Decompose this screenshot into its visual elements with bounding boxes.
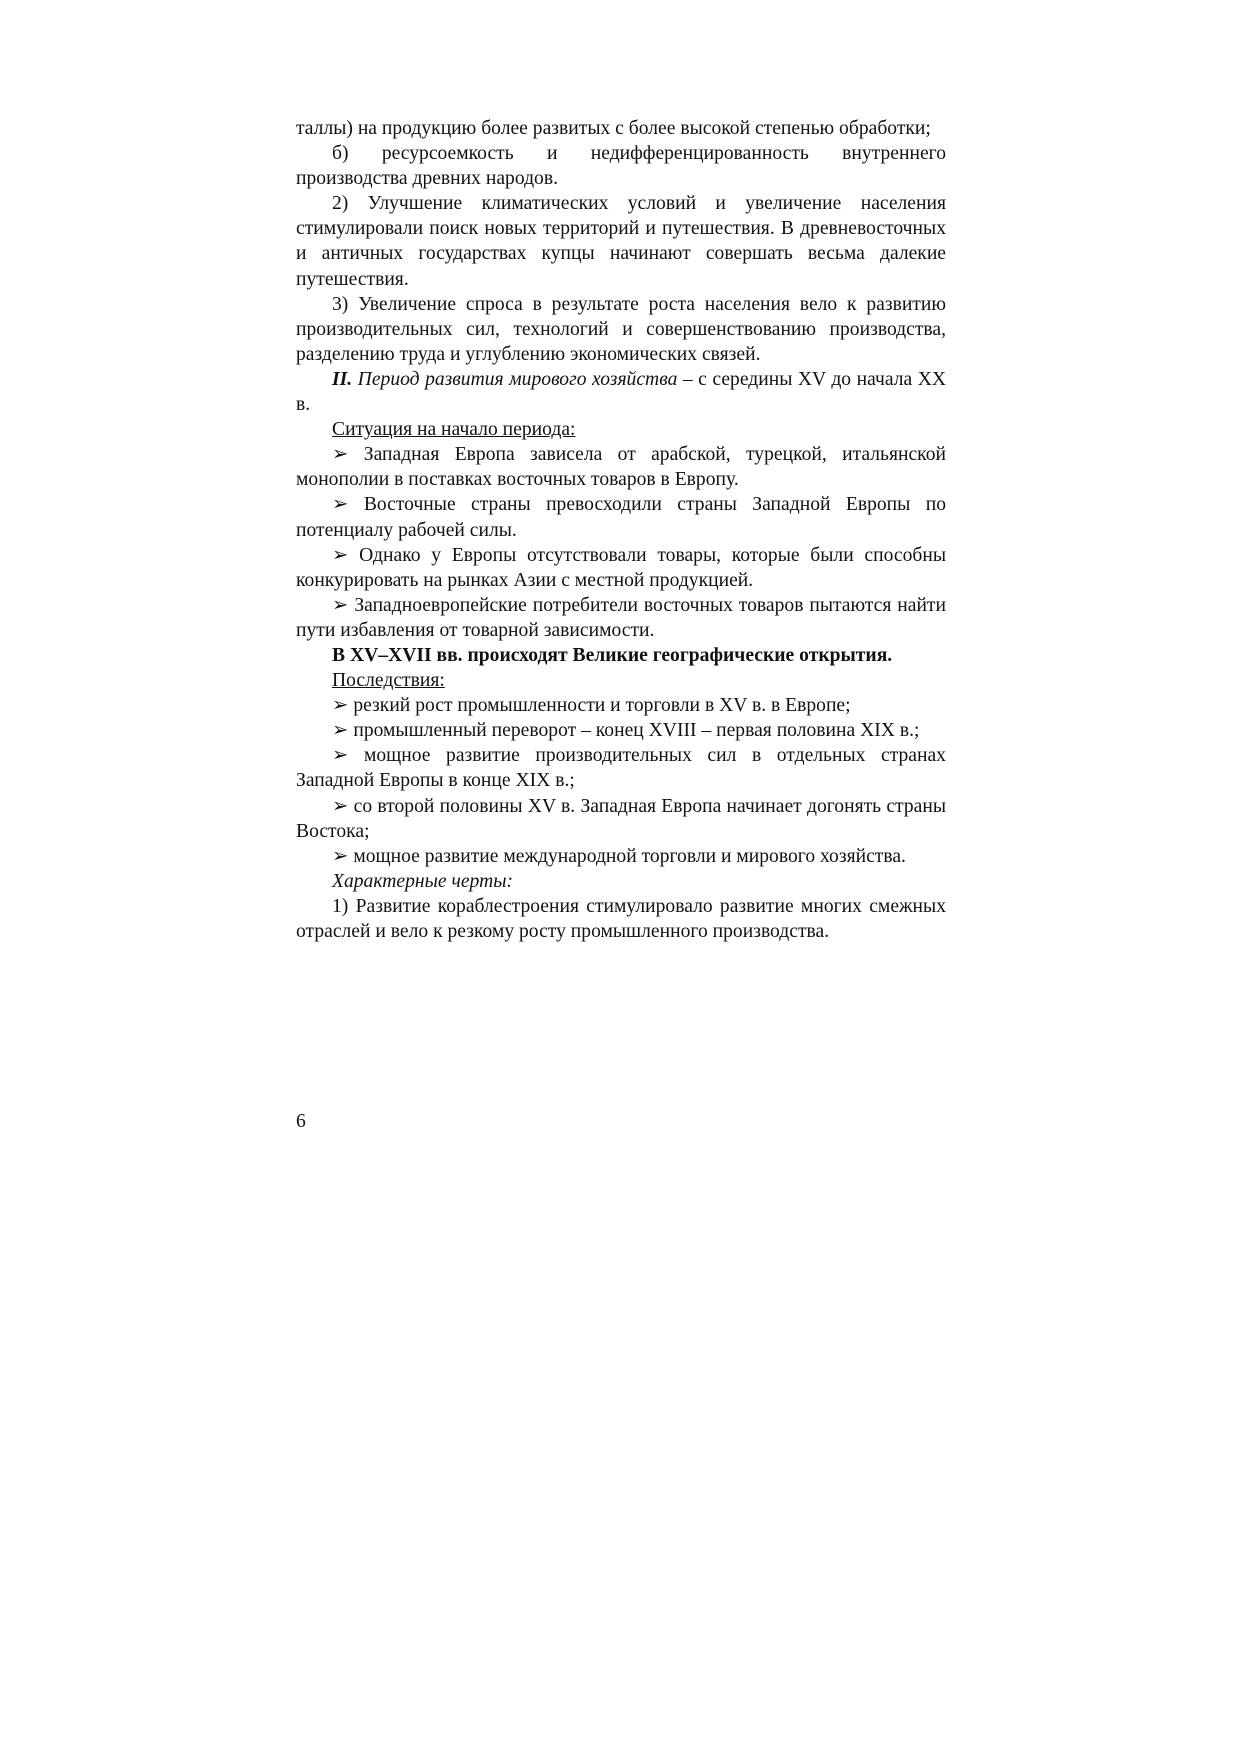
page-number: 6	[296, 1111, 306, 1132]
situation-label	[296, 417, 946, 442]
situation-heading: Ситуация на начало периода:	[332, 419, 576, 441]
bullet-item: ➢ мощное развитие производительных сил в отдельных странах Западной Европы в конце XIX в.;	[296, 743, 946, 793]
section-title: Период развития мирового хозяйства	[357, 368, 678, 390]
section-period: – с середины XV до начала XX в.	[296, 368, 946, 416]
bullet-item: ➢ промышленный переворот – конец XVIII – первая половина XIX в.;	[296, 718, 946, 743]
key-statement: В XV–XVII вв. происходят Великие географические открытия.	[332, 644, 893, 666]
consequences-heading: Последствия:	[332, 670, 445, 692]
paragraph-continuation: таллы) на продукцию более развитых с более высокой степенью обработки;	[296, 118, 931, 139]
bullet-item: ➢ со второй половины XV в. Западная Европа начинает догонять страны Востока;	[296, 794, 946, 844]
bullet-item: ➢ Западная Европа зависела от арабской, турецкой, итальянской монополии в поставках восточных товаров в Европу.	[296, 442, 946, 492]
paragraph-b: б) ресурсоемкость и недифференцированность внутреннего производства древних народов.	[296, 143, 946, 190]
section-heading-ii	[296, 367, 946, 417]
features-heading: Характерные черты:	[332, 870, 514, 892]
paragraph-features-1: 1) Развитие кораблестроения стимулировало развитие многих смежных отраслей и вело к резкому росту промышленного производства.	[296, 895, 946, 942]
consequences-label	[296, 668, 946, 693]
bullet-item: ➢ Однако у Европы отсутствовали товары, которые были способны конкурировать на рынках Азии с местной продукцией.	[296, 543, 946, 593]
bullet-item: ➢ Восточные страны превосходили страны Западной Европы по потенциалу рабочей силы.	[296, 492, 946, 542]
bullet-item: ➢ резкий рост промышленности и торговли в XV в. в Европе;	[296, 693, 946, 718]
page-body	[296, 116, 946, 944]
bullet-item: ➢ Западноевропейские потребители восточных товаров пытаются найти пути избавления от товарной зависимости.	[296, 593, 946, 643]
paragraph-3: 3) Увеличение спроса в результате роста населения вело к развитию производительных сил, технологий и совершенствованию производства, разделению труда и углублению экономических связей.	[296, 293, 946, 365]
paragraph-2: 2) Улучшение климатических условий и увеличение населения стимулировали поиск новых территорий и путешествия. В древневосточных и античных государствах купцы начинают совершать весьма далекие путешествия.	[296, 193, 946, 290]
bullet-item: ➢ мощное развитие международной торговли и мирового хозяйства.	[296, 844, 946, 869]
section-number: II.	[332, 368, 353, 390]
